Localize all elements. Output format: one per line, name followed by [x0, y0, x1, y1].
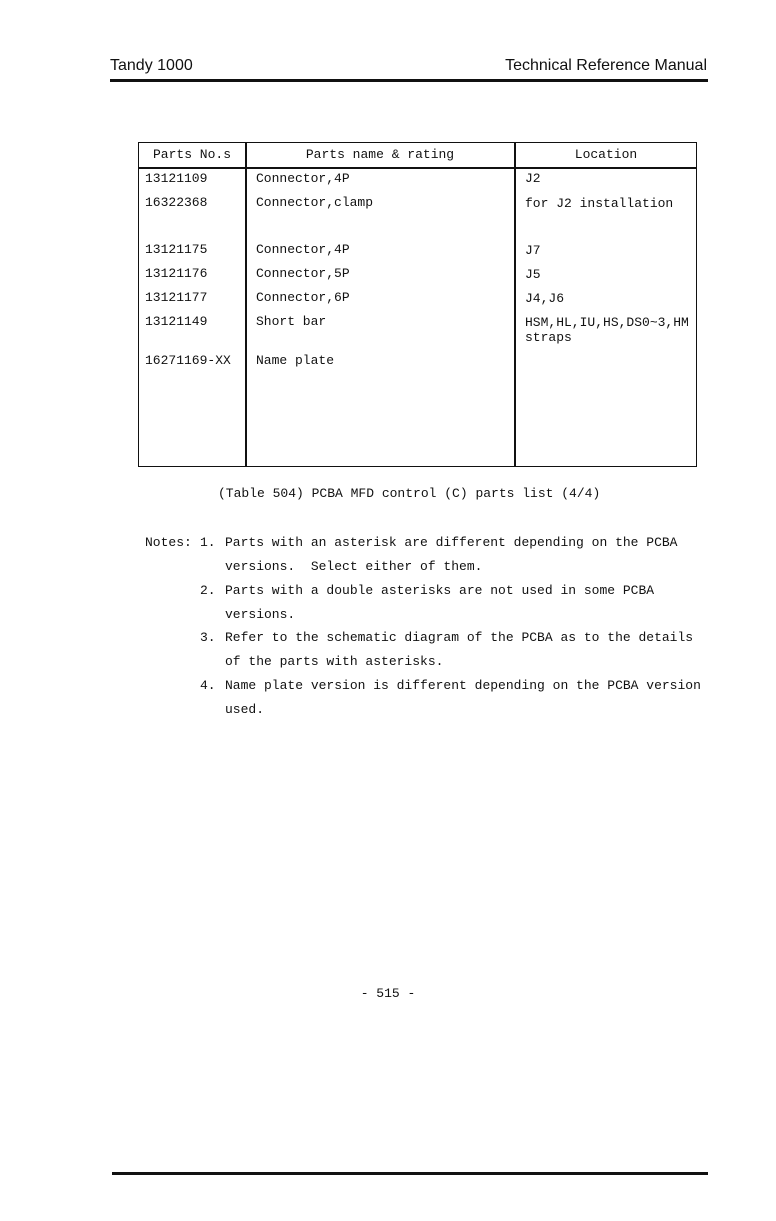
table-cell-part-no: 13121177: [145, 290, 208, 305]
footer-rule: [112, 1172, 708, 1175]
table-cell-location: J4,J6: [525, 291, 565, 306]
table-cell-location: HSM,HL,IU,HS,DS0~3,HM: [525, 315, 689, 330]
column-header-parts-no: Parts No.s: [152, 147, 231, 162]
column-divider: [514, 143, 516, 466]
table-cell-location: J5: [525, 267, 541, 282]
table-cell-location: J7: [525, 243, 541, 258]
note-text: Parts with an asterisk are different depending on the PCBA: [225, 535, 678, 550]
note-number: 2.: [200, 583, 216, 598]
table-cell-name: Name plate: [256, 353, 335, 368]
note-text: Parts with a double asterisks are not used in some PCBA: [225, 583, 655, 598]
header-divider: [139, 167, 696, 169]
table-cell-location: J2: [525, 171, 541, 186]
note-number: 1.: [200, 535, 216, 550]
table-cell-name: Connector,clamp: [256, 195, 374, 210]
table-cell-part-no: 13121109: [145, 171, 208, 186]
note-text: versions.: [225, 607, 296, 622]
header-manual-name: Technical Reference Manual: [505, 57, 707, 74]
column-divider: [245, 143, 247, 466]
table-cell-name: Connector,5P: [256, 266, 350, 281]
header-rule: [110, 79, 708, 82]
table-cell-name: Short bar: [256, 314, 327, 329]
table-cell-part-no: 16322368: [145, 195, 208, 210]
note-text: versions. Select either of them.: [225, 559, 483, 574]
table-cell-part-no: 13121175: [145, 242, 208, 257]
note-number: 3.: [200, 630, 216, 645]
note-text: of the parts with asterisks.: [225, 654, 444, 669]
table-cell-name: Connector,6P: [256, 290, 350, 305]
page-number: - 515 -: [360, 986, 416, 1001]
note-text: used.: [225, 702, 265, 717]
note-text: Refer to the schematic diagram of the PCBA as to the details: [225, 630, 694, 645]
header-title: Tandy 1000: [110, 57, 193, 74]
parts-table: [138, 142, 697, 467]
table-cell-part-no: 16271169-XX: [145, 353, 231, 368]
column-header-location: Location: [574, 147, 638, 162]
table-cell-location: for J2 installation: [525, 196, 674, 211]
table-cell-name: Connector,4P: [256, 171, 350, 186]
column-header-parts-name: Parts name & rating: [305, 147, 455, 162]
table-cell-name: Connector,4P: [256, 242, 350, 257]
table-cell-location-continued: straps: [525, 330, 572, 345]
notes-label: Notes:: [145, 535, 192, 550]
table-cell-part-no: 13121149: [145, 314, 208, 329]
note-text: Name plate version is different depending on the PCBA version: [225, 678, 701, 693]
table-cell-part-no: 13121176: [145, 266, 208, 281]
table-caption: (Table 504) PCBA MFD control (C) parts list (4/4): [218, 486, 601, 501]
note-number: 4.: [200, 678, 216, 693]
